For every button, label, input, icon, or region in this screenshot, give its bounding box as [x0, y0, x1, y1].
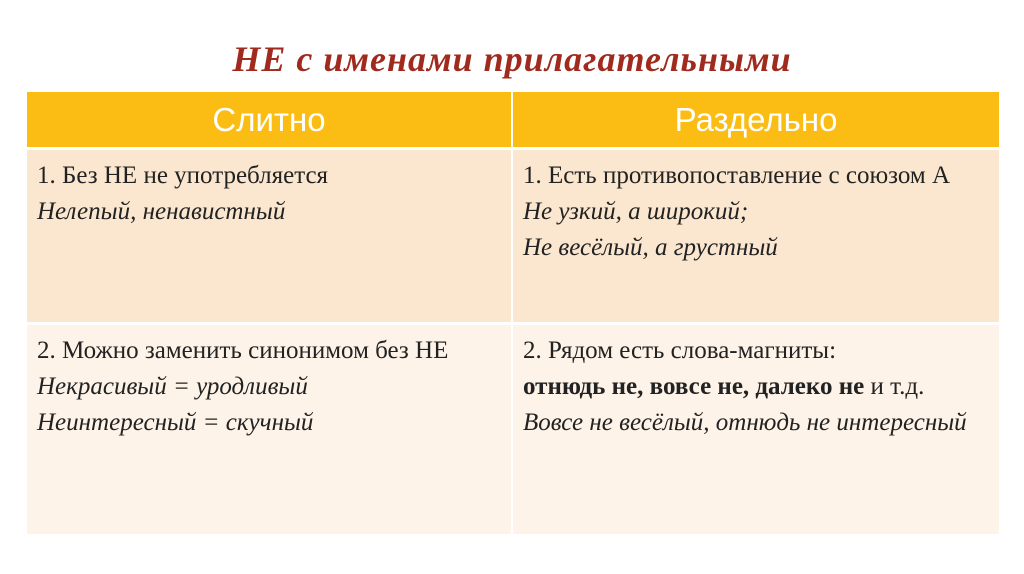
example-text: Не узкий, а широкий; [523, 198, 749, 225]
rule-text: 2. Рядом есть слова-магниты: [523, 337, 837, 364]
cell-separate-rule-1 [512, 149, 999, 324]
cell-separate-rule-2 [512, 324, 999, 535]
rule-text: 2. Можно заменить синонимом без НЕ [37, 337, 449, 364]
table-header-row [27, 92, 999, 149]
example-text: Некрасивый = уродливый [37, 373, 308, 400]
cell-together-rule-1 [27, 149, 512, 324]
rule-text: 1. Без НЕ не употребляется [37, 162, 329, 189]
example-text: Не весёлый, а грустный [523, 234, 778, 261]
magnet-words-tail: и т.д. [864, 373, 925, 400]
magnet-words-line [523, 369, 989, 405]
table-row [27, 324, 999, 535]
rules-table [27, 92, 999, 534]
header-together: Слитно [27, 92, 512, 149]
example-text: Неинтересный = скучный [37, 409, 314, 436]
cell-together-rule-2 [27, 324, 512, 535]
table-row [27, 149, 999, 324]
rule-text: 1. Есть противопоставление с союзом А [523, 162, 951, 189]
header-separate: Раздельно [512, 92, 999, 149]
magnet-words: отнюдь не, вовсе не, далеко не [523, 373, 865, 400]
rules-table-container [27, 92, 999, 534]
page-title: НЕ с именами прилагательными [232, 39, 792, 79]
example-text: Нелепый, ненавистный [37, 198, 286, 225]
example-text: Вовсе не весёлый, отнюдь не интересный [523, 409, 967, 436]
